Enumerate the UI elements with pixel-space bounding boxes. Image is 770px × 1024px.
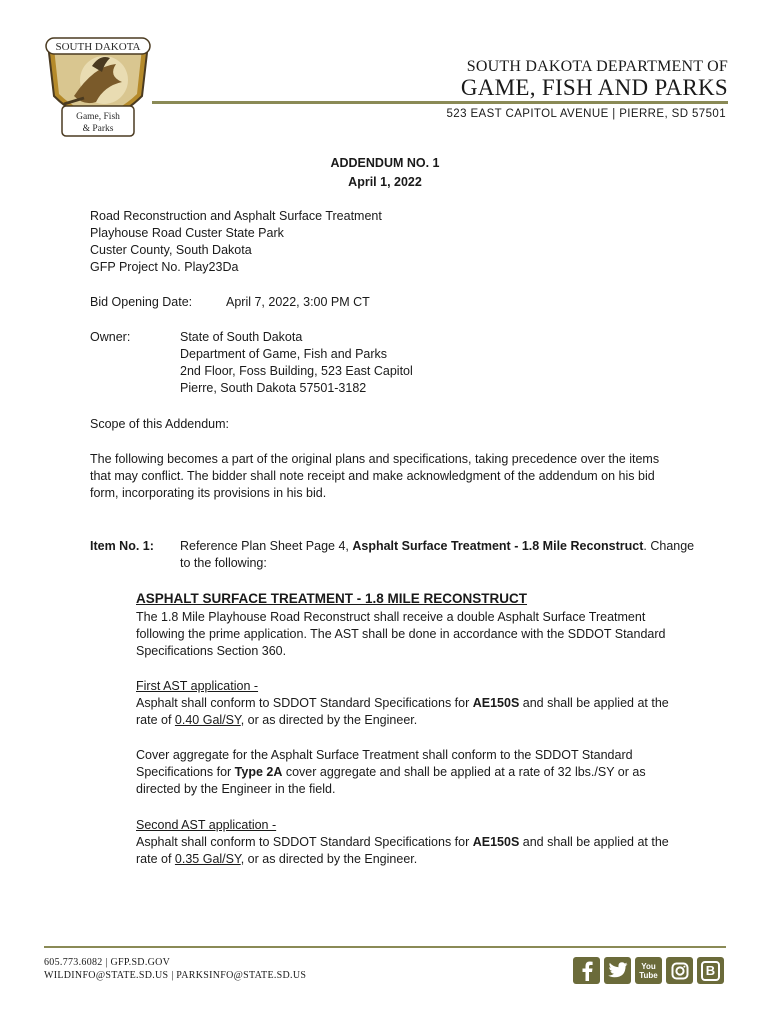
scope-heading: Scope of this Addendum: [90, 417, 229, 431]
project-line-2: Playhouse Road Custer State Park [90, 226, 284, 240]
sd-gfp-logo [44, 36, 152, 140]
youtube-icon-text-1: You [641, 961, 656, 971]
social-icons [573, 957, 724, 984]
instagram-icon[interactable] [666, 957, 693, 984]
cover-aggregate-line-1: Cover aggregate for the Asphalt Surface Treatment shall conform to the SDDOT Standard [136, 748, 633, 762]
owner-line-1: State of South Dakota [180, 330, 303, 344]
second-ast-line-1: Asphalt shall conform to SDDOT Standard Specifications for AE150S and shall be applied at the [136, 835, 669, 849]
footer-line-2: WILDINFO@STATE.SD.US | PARKSINFO@STATE.SD.US [44, 970, 307, 981]
section-title: ASPHALT SURFACE TREATMENT - 1.8 MILE RECONSTRUCT [136, 591, 528, 606]
logo-top-text: SOUTH DAKOTA [55, 41, 141, 53]
owner-line-2: Department of Game, Fish and Parks [180, 347, 388, 361]
letterhead-address: 523 EAST CAPITOL AVENUE | PIERRE, SD 57501 [446, 108, 726, 120]
scope-line-1: The following becomes a part of the original plans and specifications, taking precedence over the items [90, 452, 660, 466]
footer-divider [44, 946, 726, 948]
scope-line-2: that may conflict. The bidder shall note receipt and make acknowledgment of the addendum on his bid [90, 469, 655, 483]
blog-icon[interactable] [697, 957, 724, 984]
project-line-4: GFP Project No. Play23Da [90, 260, 239, 274]
addendum-date: April 1, 2022 [348, 175, 422, 189]
first-ast-heading: First AST application - [136, 679, 259, 693]
section-intro-2: following the prime application. The AST shall be done in accordance with the SDDOT Standard [136, 627, 666, 641]
addendum-title: ADDENDUM NO. 1 [330, 156, 440, 170]
logo-bottom-text-1: Game, Fish [76, 112, 120, 122]
cover-aggregate-line-2: Specifications for Type 2A cover aggregate and shall be applied at a rate of 32 lbs./SY or as [136, 765, 646, 779]
item-1-text: Reference Plan Sheet Page 4, Asphalt Surface Treatment - 1.8 Mile Reconstruct. Change [180, 539, 695, 553]
bid-opening-label: Bid Opening Date: [90, 295, 193, 309]
letterhead [461, 58, 728, 101]
item-1-label: Item No. 1: [90, 539, 154, 553]
footer-contact [44, 956, 306, 982]
section-intro-3: Specifications Section 360. [136, 644, 287, 658]
section-intro-1: The 1.8 Mile Playhouse Road Reconstruct shall receive a double Asphalt Surface Treatment [136, 610, 646, 624]
owner-label: Owner: [90, 330, 131, 344]
twitter-icon[interactable] [604, 957, 631, 984]
department-line-1: SOUTH DAKOTA DEPARTMENT OF [466, 58, 728, 75]
logo-bottom-text-2: & Parks [82, 124, 114, 134]
owner-line-3: 2nd Floor, Foss Building, 523 East Capitol [180, 364, 413, 378]
cover-aggregate-line-3: directed by the Engineer in the field. [136, 782, 336, 796]
owner-line-4: Pierre, South Dakota 57501-3182 [180, 381, 367, 395]
facebook-icon[interactable] [573, 957, 600, 984]
footer-line-1: 605.773.6082 | GFP.SD.GOV [44, 957, 171, 968]
item-1-text-line-2: to the following: [180, 556, 267, 570]
bid-opening-value: April 7, 2022, 3:00 PM CT [226, 295, 370, 309]
blog-icon-text: B [701, 961, 720, 981]
youtube-icon-text-2: Tube [639, 970, 658, 980]
second-ast-heading: Second AST application - [136, 818, 277, 832]
youtube-icon[interactable] [635, 957, 662, 984]
first-ast-line-1: Asphalt shall conform to SDDOT Standard Specifications for AE150S and shall be applied at the [136, 696, 669, 710]
project-line-3: Custer County, South Dakota [90, 243, 252, 257]
first-ast-line-2: rate of 0.40 Gal/SY, or as directed by the Engineer. [136, 713, 418, 727]
second-ast-line-2: rate of 0.35 Gal/SY, or as directed by the Engineer. [136, 852, 418, 866]
department-line-2: GAME, FISH AND PARKS [460, 75, 728, 100]
header-divider [152, 101, 728, 104]
scope-line-3: form, incorporating its provisions in his bid. [90, 486, 327, 500]
project-line-1: Road Reconstruction and Asphalt Surface Treatment [90, 209, 382, 223]
